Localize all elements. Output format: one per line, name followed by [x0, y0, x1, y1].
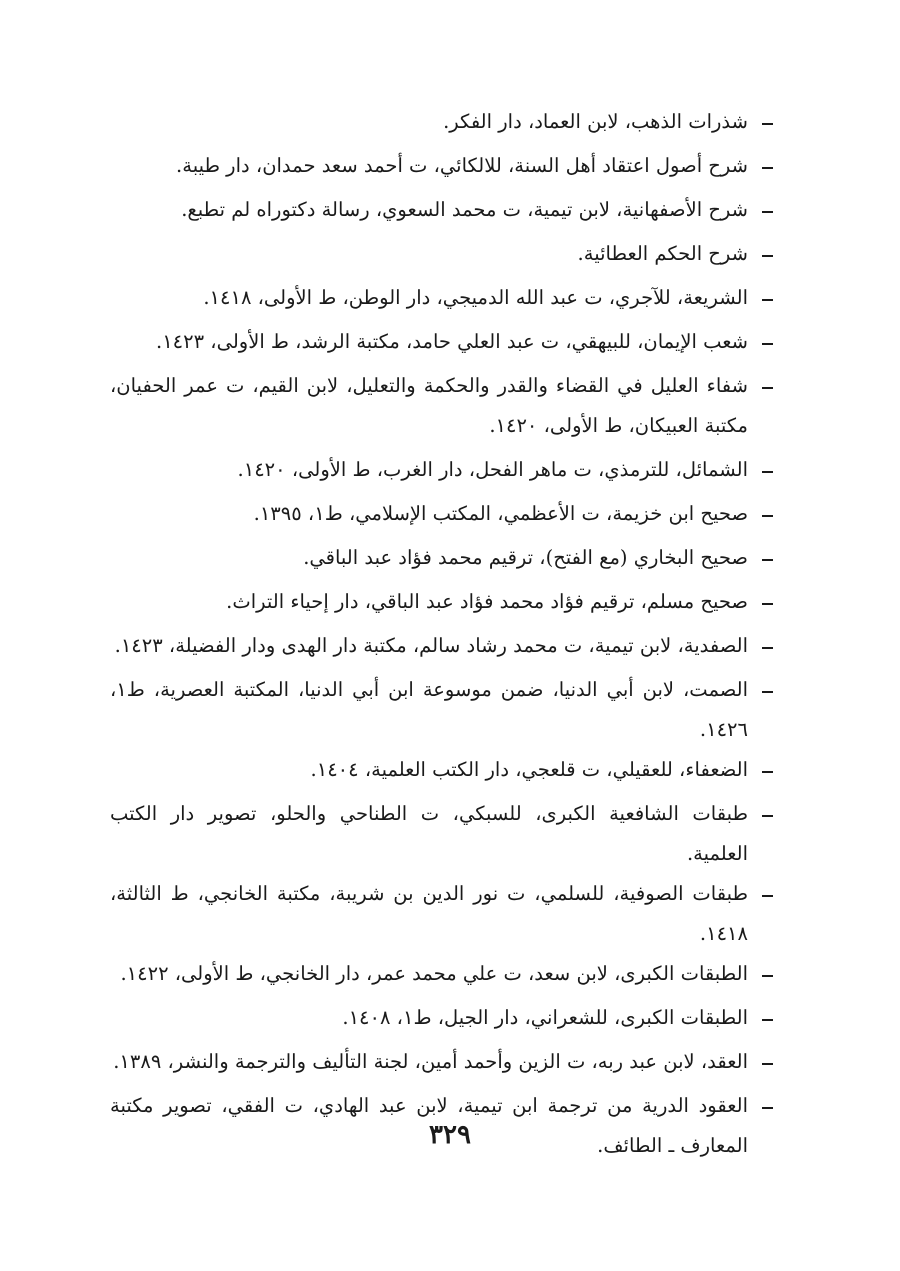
- reference-entry: [110, 450, 785, 494]
- list-dash: [759, 1042, 773, 1082]
- reference-entry: [110, 322, 785, 366]
- list-dash: [759, 874, 773, 914]
- list-dash: [759, 494, 773, 534]
- reference-list: [110, 102, 785, 1170]
- list-dash: [759, 998, 773, 1038]
- reference-entry: [110, 234, 785, 278]
- list-dash: [759, 102, 773, 142]
- page-number: ٣٢٩: [429, 1120, 471, 1150]
- reference-entry: [110, 998, 785, 1042]
- reference-text: الصمت، لابن أبي الدنيا، ضمن موسوعة ابن أبي الدنيا، المكتبة العصرية، ط١، ١٤٢٦.: [110, 678, 748, 741]
- list-dash: [759, 582, 773, 622]
- reference-text: شفاء العليل في القضاء والقدر والحكمة والتعليل، لابن القيم، ت عمر الحفيان، مكتبة العبيكان، ط الأولى، ١٤٢٠.: [110, 374, 748, 437]
- reference-text: شرح أصول اعتقاد أهل السنة، للالكائي، ت أحمد سعد حمدان، دار طيبة.: [176, 154, 748, 177]
- reference-text: شذرات الذهب، لابن العماد، دار الفكر.: [443, 110, 748, 133]
- list-dash: [759, 538, 773, 578]
- reference-entry: [110, 190, 785, 234]
- list-dash: [759, 190, 773, 230]
- reference-entry: [110, 582, 785, 626]
- reference-entry: [110, 750, 785, 794]
- reference-entry: [110, 954, 785, 998]
- reference-text: العقد، لابن عبد ربه، ت الزين وأحمد أمين، لجنة التأليف والترجمة والنشر، ١٣٨٩.: [113, 1050, 748, 1073]
- list-dash: [759, 750, 773, 790]
- list-dash: [759, 146, 773, 186]
- reference-text: الضعفاء، للعقيلي، ت قلعجي، دار الكتب العلمية، ١٤٠٤.: [310, 758, 748, 781]
- list-dash: [759, 366, 773, 406]
- reference-text: الصفدية، لابن تيمية، ت محمد رشاد سالم، مكتبة دار الهدى ودار الفضيلة، ١٤٢٣.: [114, 634, 748, 657]
- reference-text: شرح الأصفهانية، لابن تيمية، ت محمد السعوي، رسالة دكتوراه لم تطبع.: [181, 198, 748, 221]
- reference-entry: [110, 794, 785, 874]
- reference-text: صحيح البخاري (مع الفتح)، ترقيم محمد فؤاد عبد الباقي.: [303, 546, 748, 569]
- list-dash: [759, 322, 773, 362]
- reference-text: صحيح ابن خزيمة، ت الأعظمي، المكتب الإسلامي، ط١، ١٣٩٥.: [253, 502, 748, 525]
- reference-text: الشمائل، للترمذي، ت ماهر الفحل، دار الغرب، ط الأولى، ١٤٢٠.: [237, 458, 748, 481]
- reference-entry: [110, 874, 785, 954]
- reference-text: الطبقات الكبرى، لابن سعد، ت علي محمد عمر، دار الخانجي، ط الأولى، ١٤٢٢.: [120, 962, 748, 985]
- reference-text: شعب الإيمان، للبيهقي، ت عبد العلي حامد، مكتبة الرشد، ط الأولى، ١٤٢٣.: [155, 330, 748, 353]
- reference-text: شرح الحكم العطائية.: [577, 242, 748, 265]
- reference-text: طبقات الشافعية الكبرى، للسبكي، ت الطناحي والحلو، تصوير دار الكتب العلمية.: [110, 802, 748, 865]
- reference-entry: [110, 366, 785, 446]
- reference-entry: [110, 278, 785, 322]
- reference-entry: [110, 494, 785, 538]
- reference-text: طبقات الصوفية، للسلمي، ت نور الدين بن شريبة، مكتبة الخانجي، ط الثالثة، ١٤١٨.: [110, 882, 748, 945]
- reference-entry: [110, 1042, 785, 1086]
- list-dash: [759, 670, 773, 710]
- list-dash: [759, 794, 773, 834]
- reference-entry: [110, 146, 785, 190]
- list-dash: [759, 954, 773, 994]
- reference-text: العقود الدرية من ترجمة ابن تيمية، لابن عبد الهادي، ت الفقي، تصوير مكتبة المعارف ـ الطائف.: [110, 1094, 748, 1157]
- reference-entry: [110, 670, 785, 750]
- list-dash: [759, 278, 773, 318]
- reference-entry: [110, 102, 785, 146]
- reference-text: الشريعة، للآجري، ت عبد الله الدميجي، دار الوطن، ط الأولى، ١٤١٨.: [203, 286, 748, 309]
- list-dash: [759, 234, 773, 274]
- reference-text: الطبقات الكبرى، للشعراني، دار الجيل، ط١، ١٤٠٨.: [342, 1006, 748, 1029]
- reference-text: صحيح مسلم، ترقيم فؤاد محمد فؤاد عبد الباقي، دار إحياء التراث.: [226, 590, 748, 613]
- reference-entry: [110, 626, 785, 670]
- list-dash: [759, 450, 773, 490]
- list-dash: [759, 626, 773, 666]
- reference-entry: [110, 538, 785, 582]
